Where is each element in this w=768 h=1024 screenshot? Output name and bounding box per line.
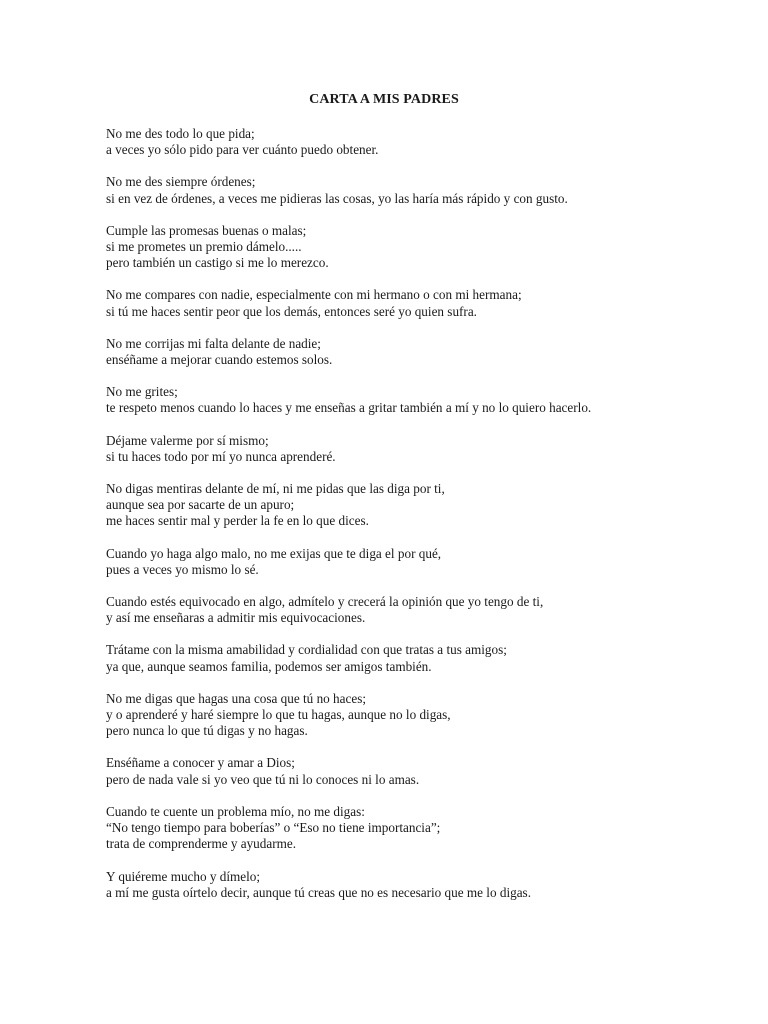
stanza-line: Cuando estés equivocado en algo, admítelo y crecerá la opinión que yo tengo de ti, bbox=[106, 594, 544, 610]
stanza-line: a mí me gusta oírtelo decir, aunque tú creas que no es necesario que me lo digas. bbox=[106, 884, 531, 900]
stanza-line: si me prometes un premio dámelo..... bbox=[106, 239, 302, 255]
stanza bbox=[106, 691, 746, 740]
stanza bbox=[106, 433, 746, 465]
stanza-line: pero nunca lo que tú digas y no hagas. bbox=[106, 723, 308, 739]
stanza bbox=[106, 126, 746, 158]
stanza-line: enséñame a mejorar cuando estemos solos. bbox=[106, 352, 333, 368]
stanza bbox=[106, 804, 746, 853]
stanza-line: te respeto menos cuando lo haces y me enseñas a gritar también a mí y no lo quiero hacerlo. bbox=[106, 400, 592, 416]
stanza-line: Cumple las promesas buenas o malas; bbox=[106, 222, 307, 238]
stanza-line: pero de nada vale si yo veo que tú ni lo conoces ni lo amas. bbox=[106, 771, 420, 787]
stanza-line: Trátame con la misma amabilidad y cordialidad con que tratas a tus amigos; bbox=[106, 642, 507, 658]
stanza bbox=[106, 174, 746, 206]
letter-body bbox=[106, 126, 746, 917]
stanza-line: si tu haces todo por mí yo nunca aprenderé. bbox=[106, 448, 336, 464]
stanza-line: Cuando te cuente un problema mío, no me digas: bbox=[106, 803, 365, 819]
stanza bbox=[106, 336, 746, 368]
stanza bbox=[106, 546, 746, 578]
stanza-line: y así me enseñaras a admitir mis equivocaciones. bbox=[106, 610, 366, 626]
document-title: CARTA A MIS PADRES bbox=[309, 92, 459, 107]
stanza-line: Enséñame a conocer y amar a Dios; bbox=[106, 755, 295, 771]
stanza-line: trata de comprenderme y ayudarme. bbox=[106, 836, 297, 852]
stanza bbox=[106, 384, 746, 416]
stanza bbox=[106, 223, 746, 272]
stanza-line: ya que, aunque seamos familia, podemos ser amigos también. bbox=[106, 658, 432, 674]
stanza-line: Y quiéreme mucho y dímelo; bbox=[106, 868, 261, 884]
stanza bbox=[106, 869, 746, 901]
stanza-line: me haces sentir mal y perder la fe en lo que dices. bbox=[106, 513, 369, 529]
stanza-line: No me des siempre órdenes; bbox=[106, 174, 256, 190]
stanza-line: Déjame valerme por sí mismo; bbox=[106, 432, 269, 448]
stanza-line: si en vez de órdenes, a veces me pidieras las cosas, yo las haría más rápido y con gusto. bbox=[106, 190, 568, 206]
stanza-line: Cuando yo haga algo malo, no me exijas que te diga el por qué, bbox=[106, 545, 442, 561]
stanza bbox=[106, 594, 746, 626]
stanza-line: pero también un castigo si me lo merezco. bbox=[106, 255, 329, 271]
stanza bbox=[106, 287, 746, 319]
stanza-line: No me grites; bbox=[106, 384, 178, 400]
stanza-line: aunque sea por sacarte de un apuro; bbox=[106, 497, 295, 513]
stanza-line: “No tengo tiempo para boberías” o “Eso no tiene importancia”; bbox=[106, 820, 441, 836]
stanza-line: si tú me haces sentir peor que los demás, entonces seré yo quien sufra. bbox=[106, 303, 477, 319]
stanza-line: No me corrijas mi falta delante de nadie; bbox=[106, 335, 321, 351]
stanza bbox=[106, 642, 746, 674]
stanza-line: y o aprenderé y haré siempre lo que tu hagas, aunque no lo digas, bbox=[106, 707, 451, 723]
stanza-line: No me digas que hagas una cosa que tú no haces; bbox=[106, 690, 367, 706]
stanza-line: a veces yo sólo pido para ver cuánto puedo obtener. bbox=[106, 142, 379, 158]
stanza bbox=[106, 481, 746, 530]
stanza-line: pues a veces yo mismo lo sé. bbox=[106, 561, 259, 577]
stanza-line: No digas mentiras delante de mí, ni me pidas que las diga por ti, bbox=[106, 481, 445, 497]
stanza-line: No me des todo lo que pida; bbox=[106, 126, 255, 141]
stanza bbox=[106, 755, 746, 787]
stanza-line: No me compares con nadie, especialmente con mi hermano o con mi hermana; bbox=[106, 287, 522, 303]
